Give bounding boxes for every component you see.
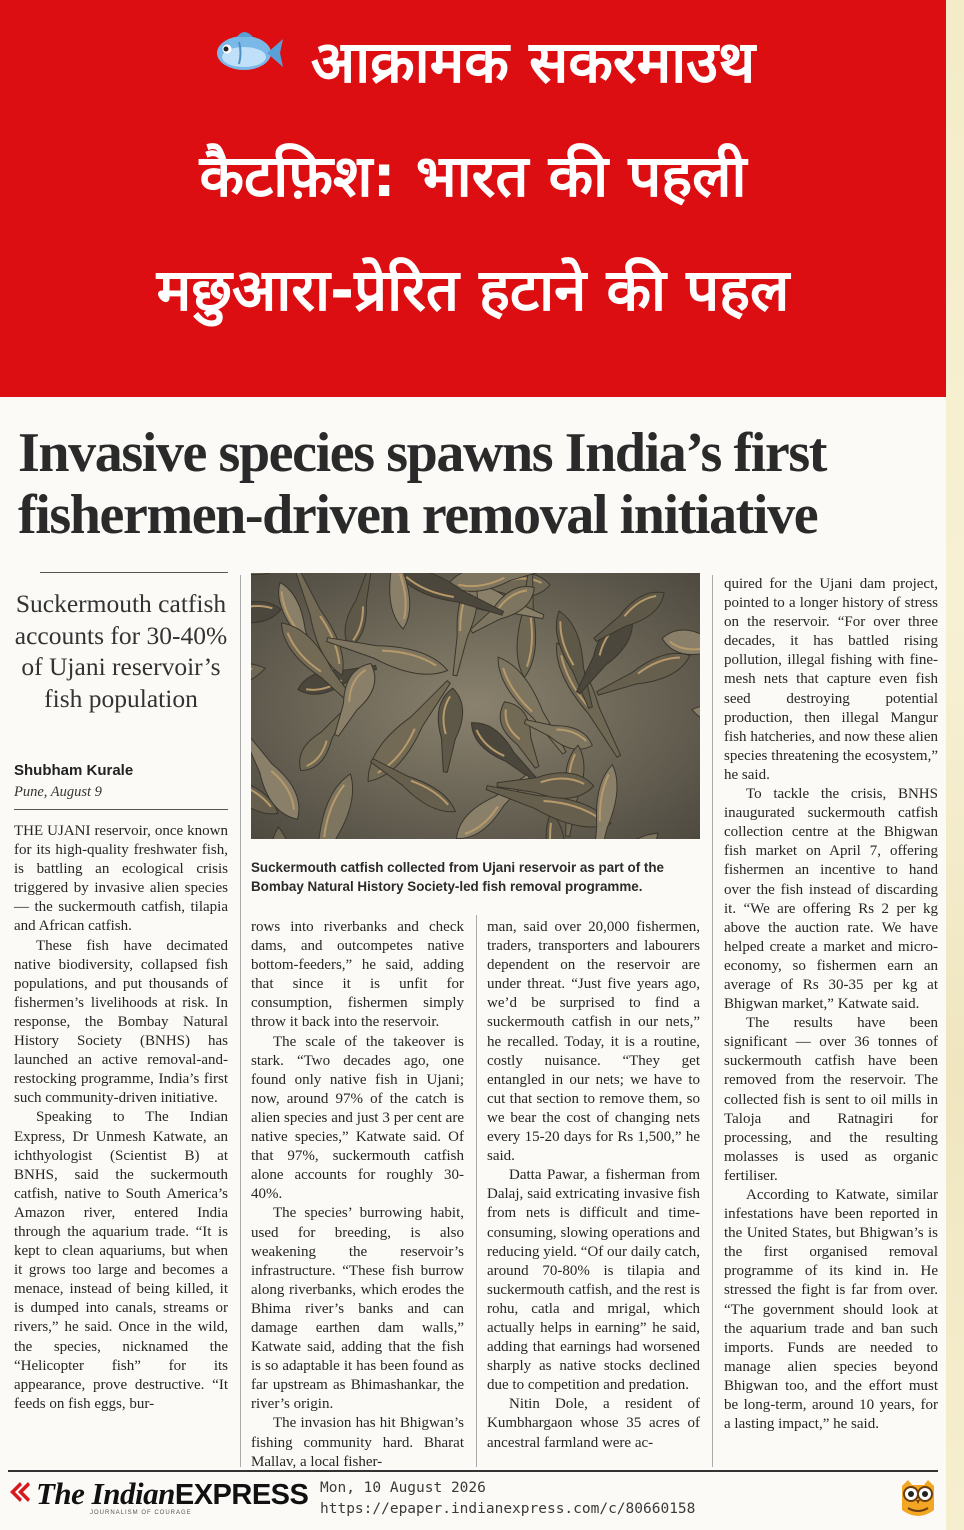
article-column-3 <box>487 918 700 1453</box>
banner-line-2: कैटफ़िश: भारत की पहली <box>199 142 747 210</box>
divider-top <box>40 572 228 573</box>
headline-line-1: Invasive species spawns India’s first <box>18 422 827 484</box>
paragraph: Datta Pawar, a fisherman from Dalaj, said extricating invasive fish from nets is difficult and time-consuming, slowing operations and reducing yield. “Of our daily catch, around 70-80% is tilapia and suckermouth catfish, and the rest is rohu, catla and mrigal, which actually helps in earning” he said, adding that earnings had worsened sharply as native stocks declined due to competition and predation. <box>487 1167 700 1394</box>
paragraph: The results have been significant — over 36 tonnes of suckermouth catfish have been removed from the reservoir. The collected fish is sent to oil mills in Taloja and Ratnagiri for processing, and the resulting molasses is used as organic fertiliser. <box>724 1015 938 1184</box>
divider-byline <box>14 809 228 810</box>
article-deck: Suckermouth catfish accounts for 30-40% of Ujani reservoir’s fish population <box>14 589 228 713</box>
column-divider-2 <box>476 915 477 1467</box>
paragraph: The species’ burrowing habit, used for breeding, is also weakening the reservoir’s infrastructure. “These fish burrow along riverbanks, which erodes the Bhima river’s banks and can damage earthen dam walls,” Katwate said, adding that the fish is so adaptable it has been found as far upstream as Bhimashankar, the river’s origin. <box>251 1205 464 1413</box>
hindi-title-banner <box>0 0 946 397</box>
column-divider-3 <box>712 575 713 1467</box>
paragraph: Nitin Dole, a resident of Kumbhargaon whose 35 acres of ancestral farmland were ac- <box>487 1396 700 1451</box>
masthead-tagline: JOURNALISM OF COURAGE <box>90 1510 192 1516</box>
paragraph: Speaking to The Indian Express, Dr Unmesh Katwate, an ichthyologist (Scientist B) at BNHS, said the suckermouth catfish, native to South America’s Amazon river, entered India through the aquarium trade. “It is kept to clean aquariums, but when it grows too large and becomes a menace, instead of being killed, it is dumped into canals, streams or rivers,” he said. Once in the wild, the species, nicknamed the “Helicopter fish” for its appearance, prove destructive. “It feeds on fish eggs, bur- <box>14 1109 228 1412</box>
article-column-2 <box>251 918 464 1472</box>
footer-rule <box>8 1470 938 1472</box>
fish-icon <box>211 24 285 96</box>
paragraph: According to Katwate, similar infestations have been reported in the United States, but Bhigwan’s is the first organised removal programme of its kind in. He stressed the fight is far from over. “The government should look at the aquarium trade and ban such imports. Funds are needed to manage alien species beyond Bhigwan too, and the effort must be long-term, around 10 years, for a lasting impact,” he said. <box>724 1187 938 1433</box>
article-headline <box>18 422 938 546</box>
banner-line-1: आक्रामक सकरमाउथ <box>0 26 946 102</box>
banner-line-3: मछुआरा-प्रेरित हटाने की पहल <box>156 256 790 324</box>
epaper-url[interactable]: https://epaper.indianexpress.com/c/80660158 <box>320 1501 696 1517</box>
masthead-name: The IndianEXPRESS <box>36 1476 309 1511</box>
background-edge-strip <box>946 0 964 1530</box>
article-column-4 <box>724 575 938 1434</box>
paragraph: The invasion has hit Bhigwan’s fishing community hard. Bharat Mallav, a local fisher- <box>251 1415 464 1470</box>
column-divider-1 <box>240 575 241 1467</box>
paragraph: To tackle the crisis, BNHS inaugurated suckermouth catfish collection centre at the Bhigwan fish market on April 7, offering fishermen an incentive to hand over the fish instead of discarding it. “We are offering Rs 2 per kg above the auction rate. We have helped create a market and micro-economy, so fishermen earn an average of Rs 30-35 per kg at Bhigwan market,” Katwate said. <box>724 786 938 1013</box>
paragraph: The scale of the takeover is stark. “Two decades ago, one found only native fish in Ujani; now, around 97% of the catch is alien species and just 3 per cent are native species,” Katwate said. Of that 97%, suckermouth catfish alone accounts for roughly 30-40%. <box>251 1033 464 1203</box>
catfish-photo <box>251 573 700 839</box>
paragraph: THE UJANI reservoir, once known for its high-quality freshwater fish, is battling an ecological crisis triggered by invasive alien species — the suckermouth catfish, tilapia and African catfish. <box>14 823 228 935</box>
footer-meta <box>320 1478 695 1520</box>
byline: Shubham Kurale <box>14 762 134 779</box>
photo-caption: Suckermouth catfish collected from Ujani reservoir as part of the Bombay Natural History Society-led fish removal programme. <box>251 860 664 894</box>
paragraph: rows into riverbanks and check dams, and outcompetes native bottom-feeders,” he said, adding that since it is unfit for consumption, fishermen simply throw it back into the reservoir. <box>251 919 464 1031</box>
paragraph: man, said over 20,000 fishermen, traders, transporters and labourers dependent on the reservoir are under threat. “Just five years ago, we’d be surprised to find a suckermouth catfish in our nets,” he recalled. Today, it is a routine, costly nuisance. “They get entangled in our nets; we have to cut that section to remove them, so we bear the cost of changing nets every 15-20 days for Rs 1,500,” he said. <box>487 919 700 1165</box>
dateline: Pune, August 9 <box>14 784 102 800</box>
paragraph: These fish have decimated native biodiversity, collapsed fish populations, and put thousands of fishermen’s livelihoods at risk. In response, the Bombay Natural History Society (BNHS) has launched an active removal-and-restocking programme, India’s first such community-driven initiative. <box>14 937 228 1107</box>
owl-icon <box>896 1476 940 1522</box>
indian-express-masthead <box>8 1474 308 1520</box>
headline-line-2: fishermen-driven removal initiative <box>18 484 818 546</box>
paragraph: quired for the Ujani dam project, pointed to a longer history of stress on the reservoir. “For over three decades, it has battled rising pollution, illegal fishing with fine-mesh nets that capture even fish seed destroying potential production, then illegal Mangur fish hatcheries, and now these alien species threatening the ecosystem,” he said. <box>724 576 938 783</box>
edition-date: Mon, 10 August 2026 <box>320 1480 486 1496</box>
indian-express-logo-icon <box>8 1478 34 1513</box>
article-column-1 <box>14 822 228 1414</box>
